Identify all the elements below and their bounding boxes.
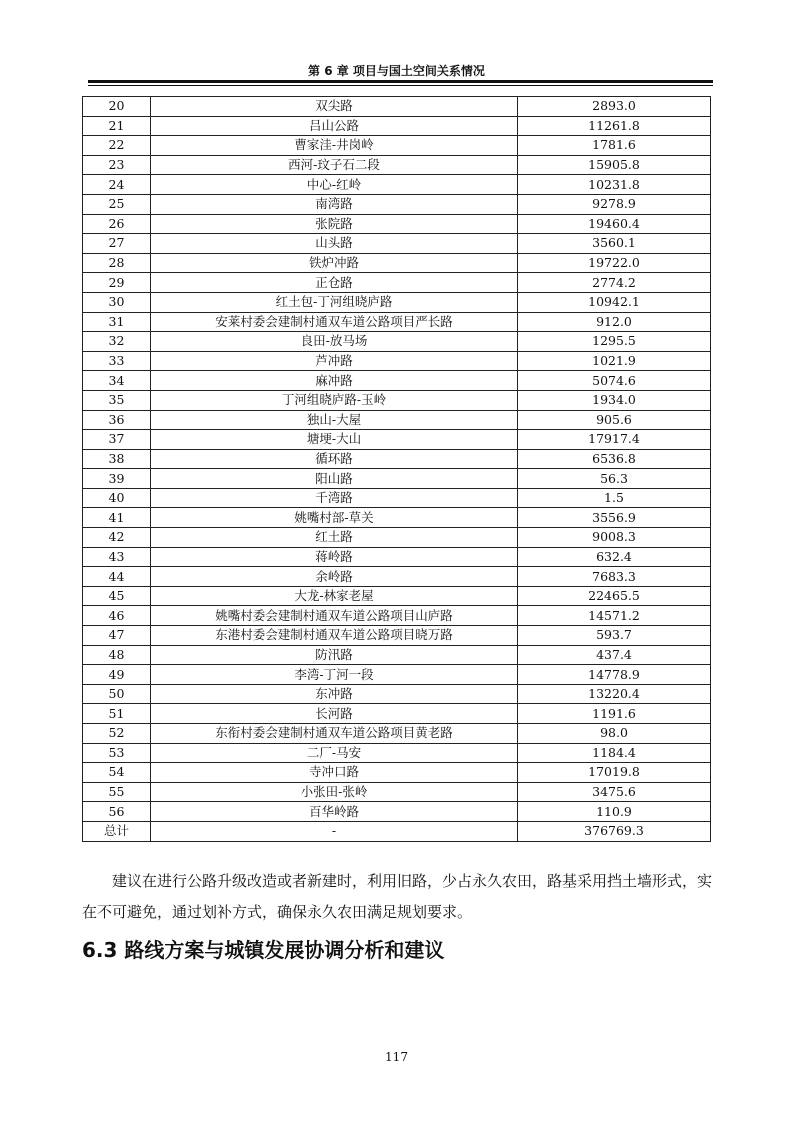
cell-value: 13220.4 bbox=[518, 684, 711, 704]
header-rule-thin bbox=[88, 85, 713, 86]
cell-no: 36 bbox=[83, 410, 151, 430]
cell-name: 循环路 bbox=[151, 449, 518, 469]
table-row bbox=[83, 586, 711, 606]
header-rule-thick bbox=[88, 80, 713, 83]
cell-no: 55 bbox=[83, 782, 151, 802]
cell-value: 1.5 bbox=[518, 488, 711, 508]
cell-no: 31 bbox=[83, 312, 151, 332]
cell-name: 阳山路 bbox=[151, 469, 518, 489]
cell-no: 24 bbox=[83, 175, 151, 195]
cell-value: 56.3 bbox=[518, 469, 711, 489]
cell-value: 14571.2 bbox=[518, 606, 711, 626]
cell-no: 50 bbox=[83, 684, 151, 704]
table-row bbox=[83, 292, 711, 312]
cell-no: 45 bbox=[83, 586, 151, 606]
table-row bbox=[83, 684, 711, 704]
table-row bbox=[83, 645, 711, 665]
cell-name: 蒋岭路 bbox=[151, 547, 518, 567]
cell-name: 二厂-马安 bbox=[151, 743, 518, 763]
cell-name: 曹家洼-井岗岭 bbox=[151, 136, 518, 156]
cell-value: 1781.6 bbox=[518, 136, 711, 156]
cell-no: 44 bbox=[83, 567, 151, 587]
cell-value: 3475.6 bbox=[518, 782, 711, 802]
table-row bbox=[83, 234, 711, 254]
cell-name: 西河-玟子石二段 bbox=[151, 155, 518, 175]
table-row bbox=[83, 273, 711, 293]
cell-no: 43 bbox=[83, 547, 151, 567]
cell-name: 山头路 bbox=[151, 234, 518, 254]
cell-name: 小张田-张岭 bbox=[151, 782, 518, 802]
cell-value: 5074.6 bbox=[518, 371, 711, 391]
table-row bbox=[83, 351, 711, 371]
cell-value: 376769.3 bbox=[518, 821, 711, 841]
table-row bbox=[83, 175, 711, 195]
cell-value: 1021.9 bbox=[518, 351, 711, 371]
cell-name: 麻冲路 bbox=[151, 371, 518, 391]
cell-no: 39 bbox=[83, 469, 151, 489]
cell-no: 35 bbox=[83, 390, 151, 410]
cell-value: 3556.9 bbox=[518, 508, 711, 528]
cell-name: 余岭路 bbox=[151, 567, 518, 587]
cell-no: 37 bbox=[83, 430, 151, 450]
cell-no: 56 bbox=[83, 802, 151, 822]
cell-no: 54 bbox=[83, 763, 151, 783]
cell-value: 19460.4 bbox=[518, 214, 711, 234]
cell-value: 7683.3 bbox=[518, 567, 711, 587]
cell-no: 总计 bbox=[83, 821, 151, 841]
cell-value: 1191.6 bbox=[518, 704, 711, 724]
cell-value: 10942.1 bbox=[518, 292, 711, 312]
cell-name: 李湾-丁河一段 bbox=[151, 665, 518, 685]
cell-name: 东衔村委会建制村通双车道公路项目黄老路 bbox=[151, 724, 518, 744]
table-row bbox=[83, 371, 711, 391]
cell-value: 593.7 bbox=[518, 626, 711, 646]
page-header: 第 6 章 项目与国土空间关系情况 bbox=[308, 64, 485, 78]
cell-no: 29 bbox=[83, 273, 151, 293]
cell-no: 41 bbox=[83, 508, 151, 528]
cell-no: 21 bbox=[83, 116, 151, 136]
table-row bbox=[83, 763, 711, 783]
table-row bbox=[83, 214, 711, 234]
table-row bbox=[83, 312, 711, 332]
cell-name: 寺冲口路 bbox=[151, 763, 518, 783]
table-row bbox=[83, 567, 711, 587]
table-row bbox=[83, 194, 711, 214]
cell-no: 53 bbox=[83, 743, 151, 763]
cell-no: 22 bbox=[83, 136, 151, 156]
cell-value: 17917.4 bbox=[518, 430, 711, 450]
cell-name: 良田-放马场 bbox=[151, 332, 518, 352]
cell-value: 9278.9 bbox=[518, 194, 711, 214]
cell-value: 437.4 bbox=[518, 645, 711, 665]
cell-no: 25 bbox=[83, 194, 151, 214]
table-row bbox=[83, 253, 711, 273]
cell-name: 丁河组晓庐路-玉岭 bbox=[151, 390, 518, 410]
cell-no: 49 bbox=[83, 665, 151, 685]
cell-no: 46 bbox=[83, 606, 151, 626]
cell-value: 19722.0 bbox=[518, 253, 711, 273]
cell-name: 红土路 bbox=[151, 528, 518, 548]
cell-no: 20 bbox=[83, 97, 151, 117]
cell-name: 独山-大屋 bbox=[151, 410, 518, 430]
cell-name: 双尖路 bbox=[151, 97, 518, 117]
table-row bbox=[83, 469, 711, 489]
table-row bbox=[83, 802, 711, 822]
table-row bbox=[83, 547, 711, 567]
cell-name: 南湾路 bbox=[151, 194, 518, 214]
cell-no: 52 bbox=[83, 724, 151, 744]
table-row bbox=[83, 449, 711, 469]
cell-value: 9008.3 bbox=[518, 528, 711, 548]
cell-value: 6536.8 bbox=[518, 449, 711, 469]
table-row bbox=[83, 704, 711, 724]
table-row bbox=[83, 528, 711, 548]
cell-name: - bbox=[151, 821, 518, 841]
cell-value: 110.9 bbox=[518, 802, 711, 822]
table-row bbox=[83, 743, 711, 763]
table-row bbox=[83, 665, 711, 685]
table-total-row bbox=[83, 821, 711, 841]
cell-value: 912.0 bbox=[518, 312, 711, 332]
cell-name: 东冲路 bbox=[151, 684, 518, 704]
table-row bbox=[83, 724, 711, 744]
cell-no: 33 bbox=[83, 351, 151, 371]
cell-name: 芦冲路 bbox=[151, 351, 518, 371]
cell-name: 吕山公路 bbox=[151, 116, 518, 136]
cell-name: 正仓路 bbox=[151, 273, 518, 293]
cell-name: 防汛路 bbox=[151, 645, 518, 665]
cell-value: 3560.1 bbox=[518, 234, 711, 254]
table-body bbox=[83, 97, 711, 842]
cell-no: 23 bbox=[83, 155, 151, 175]
road-length-table bbox=[82, 96, 711, 842]
cell-no: 42 bbox=[83, 528, 151, 548]
table-row bbox=[83, 606, 711, 626]
page-number: 117 bbox=[385, 1050, 408, 1064]
cell-value: 15905.8 bbox=[518, 155, 711, 175]
cell-value: 1295.5 bbox=[518, 332, 711, 352]
cell-name: 塘埂-大山 bbox=[151, 430, 518, 450]
cell-name: 大龙-林家老屋 bbox=[151, 586, 518, 606]
cell-name: 张院路 bbox=[151, 214, 518, 234]
table-row bbox=[83, 626, 711, 646]
table-row bbox=[83, 332, 711, 352]
table-row bbox=[83, 97, 711, 117]
cell-no: 40 bbox=[83, 488, 151, 508]
cell-value: 17019.8 bbox=[518, 763, 711, 783]
cell-name: 长河路 bbox=[151, 704, 518, 724]
table-row bbox=[83, 390, 711, 410]
cell-no: 27 bbox=[83, 234, 151, 254]
cell-no: 38 bbox=[83, 449, 151, 469]
cell-name: 铁炉冲路 bbox=[151, 253, 518, 273]
table-row bbox=[83, 116, 711, 136]
cell-name: 百华岭路 bbox=[151, 802, 518, 822]
cell-no: 32 bbox=[83, 332, 151, 352]
cell-value: 1934.0 bbox=[518, 390, 711, 410]
cell-no: 48 bbox=[83, 645, 151, 665]
section-heading: 6.3 路线方案与城镇发展协调分析和建议 bbox=[82, 938, 445, 962]
cell-no: 26 bbox=[83, 214, 151, 234]
cell-value: 2893.0 bbox=[518, 97, 711, 117]
cell-name: 千湾路 bbox=[151, 488, 518, 508]
cell-value: 98.0 bbox=[518, 724, 711, 744]
table-row bbox=[83, 430, 711, 450]
cell-name: 姚嘴村委会建制村通双车道公路项目山庐路 bbox=[151, 606, 518, 626]
cell-name: 中心-红岭 bbox=[151, 175, 518, 195]
table-row bbox=[83, 488, 711, 508]
cell-value: 632.4 bbox=[518, 547, 711, 567]
cell-value: 1184.4 bbox=[518, 743, 711, 763]
cell-no: 34 bbox=[83, 371, 151, 391]
table-row bbox=[83, 782, 711, 802]
cell-no: 51 bbox=[83, 704, 151, 724]
cell-name: 姚嘴村部-草关 bbox=[151, 508, 518, 528]
cell-name: 安莱村委会建制村通双车道公路项目严长路 bbox=[151, 312, 518, 332]
table-row bbox=[83, 410, 711, 430]
cell-no: 30 bbox=[83, 292, 151, 312]
recommendation-paragraph: 建议在进行公路升级改造或者新建时，利用旧路，少占永久农田，路基采用挡土墙形式，实在不可避免，通过划补方式，确保永久农田满足规划要求。 bbox=[82, 872, 713, 921]
cell-name: 东港村委会建制村通双车道公路项目晓万路 bbox=[151, 626, 518, 646]
table-row bbox=[83, 508, 711, 528]
cell-value: 2774.2 bbox=[518, 273, 711, 293]
cell-value: 11261.8 bbox=[518, 116, 711, 136]
table-row bbox=[83, 136, 711, 156]
cell-no: 47 bbox=[83, 626, 151, 646]
cell-name: 红土包-丁河组晓庐路 bbox=[151, 292, 518, 312]
table-row bbox=[83, 155, 711, 175]
cell-value: 10231.8 bbox=[518, 175, 711, 195]
cell-value: 905.6 bbox=[518, 410, 711, 430]
cell-no: 28 bbox=[83, 253, 151, 273]
cell-value: 22465.5 bbox=[518, 586, 711, 606]
cell-value: 14778.9 bbox=[518, 665, 711, 685]
